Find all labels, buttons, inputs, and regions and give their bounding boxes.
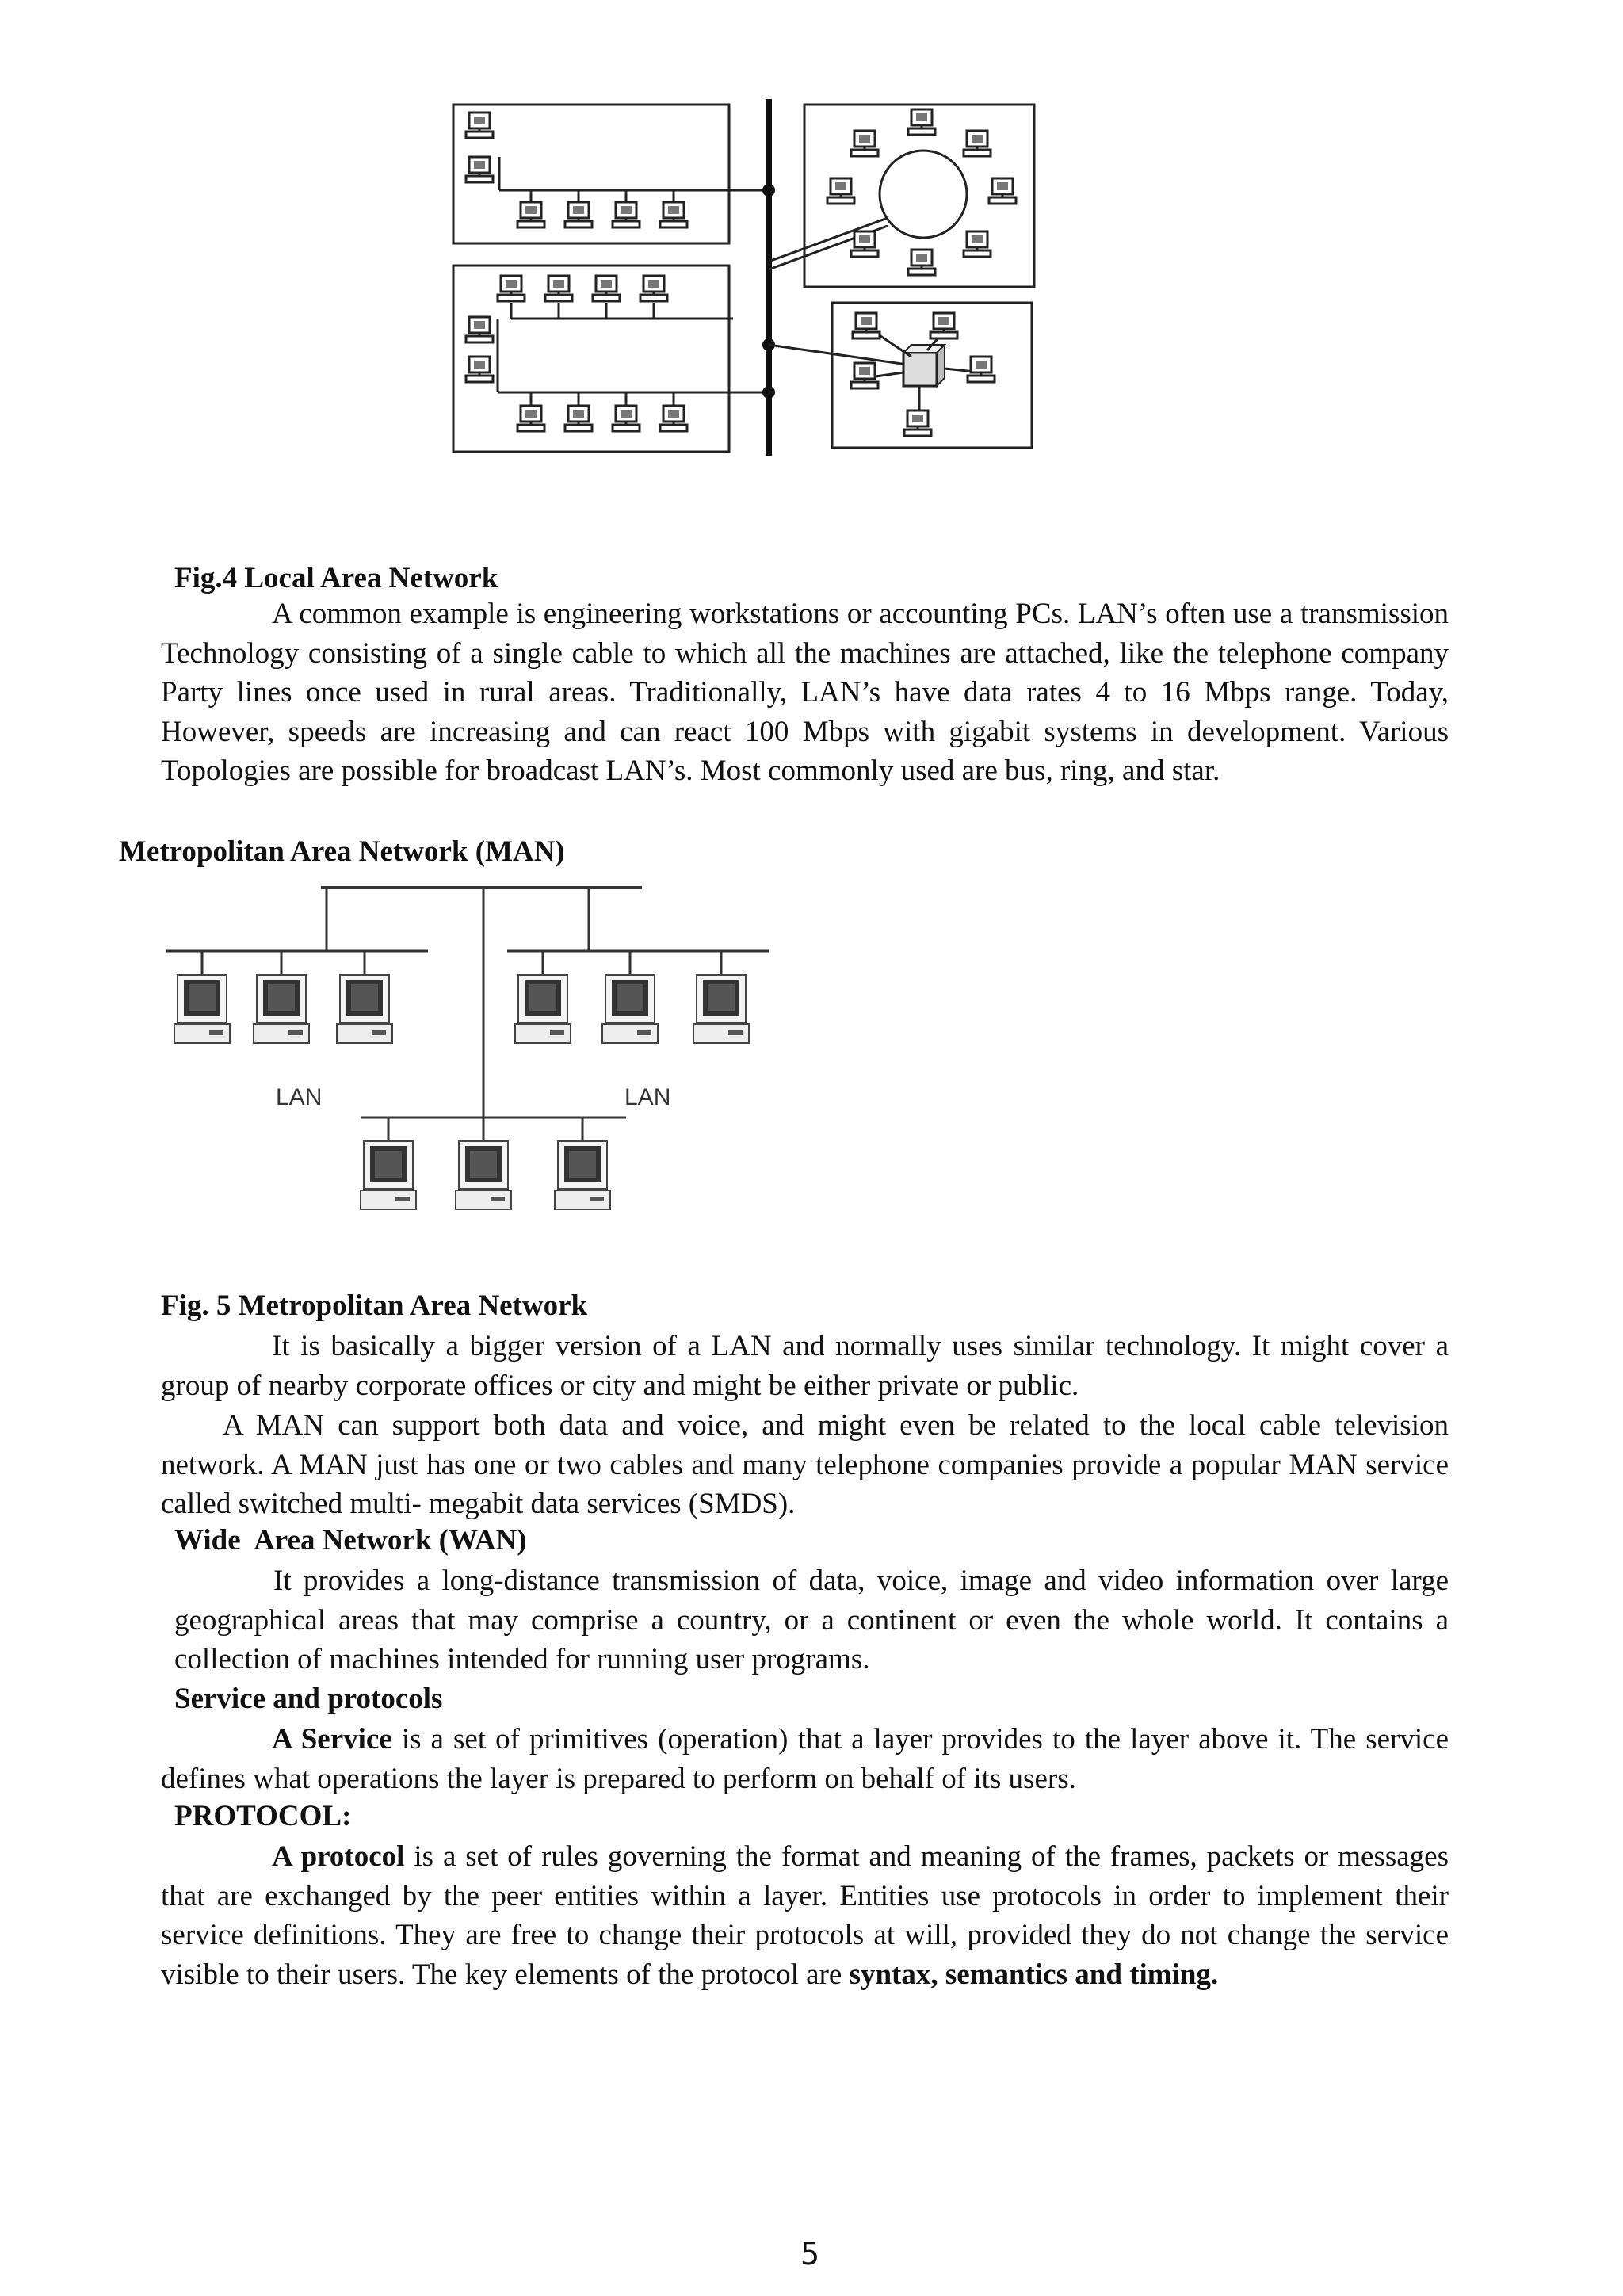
- workstation-icon: [827, 178, 854, 204]
- workstation-icon: [930, 313, 957, 338]
- computer-icon: [254, 975, 309, 1043]
- lan-label-right: LAN: [624, 1084, 671, 1110]
- lan-diagram: [444, 95, 1046, 460]
- workstation-icon: [908, 109, 935, 135]
- protocol-key-elements: syntax, semantics and timing.: [849, 1958, 1219, 1991]
- service-definition: is a set of primitives (operation) that a layer provides to the layer above it. The service defines what operations the layer is prepared to perform on behalf of its users.: [161, 1723, 1449, 1795]
- man-paragraph-1: It is basically a bigger version of a LAN and normally uses similar technology. It might cover a group of nearby corporate offices or city and might be either private or public.: [161, 1330, 1449, 1402]
- figure-5-caption: Fig. 5 Metropolitan Area Network: [161, 1289, 588, 1322]
- workstation-icon: [613, 406, 640, 431]
- workstation-icon: [593, 276, 620, 301]
- protocol-term: A protocol: [272, 1840, 405, 1873]
- lan-paragraph: A common example is engineering workstations or accounting PCs. LAN’s often use a transmission Technology consisting of a single cable to which all the machines are attached, like the telephone company Party lines once used in rural areas. Traditionally, LAN’s have data rates 4 to 16 Mbps range. Today, However, speeds are increasing and can react 100 Mbps with gigabit systems in development. Various Topologies are possible for broadcast LAN’s. Most commonly used are bus, ring, and star.: [161, 598, 1449, 787]
- protocol-definition: is a set of rules governing the format and meaning of the frames, packets or messages that are exchanged by the peer entities within a layer. Entities use protocols in order to implement their service definitions. They are free to change their protocols at will, provided they do not change the service visible to their users. The key elements of the protocol are: [161, 1840, 1449, 1991]
- service-paragraph: [161, 1720, 1449, 1798]
- wan-paragraph: It provides a long-distance transmission of data, voice, image and video information over large geographical areas that may comprise a country, or a continent or even the whole world. It contains a collection of machines intended for running user programs.: [174, 1564, 1449, 1675]
- workstation-icon: [904, 411, 931, 436]
- protocol-heading: PROTOCOL:: [174, 1800, 352, 1832]
- service-heading: Service and protocols: [174, 1683, 443, 1715]
- workstation-icon: [545, 276, 572, 301]
- computer-icon: [515, 975, 571, 1043]
- man-diagram: [158, 880, 792, 1236]
- workstation-icon: [517, 406, 544, 431]
- computer-icon: [693, 975, 749, 1043]
- wan-heading: Wide Area Network (WAN): [174, 1524, 527, 1557]
- workstation-icon: [565, 406, 592, 431]
- workstation-icon: [660, 202, 687, 227]
- workstation-icon: [964, 231, 991, 257]
- computer-icon: [456, 1141, 511, 1209]
- workstation-icon: [851, 131, 878, 156]
- workstation-icon: [613, 202, 640, 227]
- computer-icon: [174, 975, 230, 1043]
- workstation-icon: [964, 131, 991, 156]
- workstation-icon: [466, 357, 493, 382]
- workstation-icon: [908, 250, 935, 275]
- workstation-icon: [517, 202, 544, 227]
- workstation-icon: [466, 157, 493, 182]
- computer-icon: [361, 1141, 416, 1209]
- computer-icon: [337, 975, 392, 1043]
- workstation-icon: [640, 276, 667, 301]
- workstation-icon: [989, 178, 1016, 204]
- workstation-icon: [498, 276, 525, 301]
- man-heading: Metropolitan Area Network (MAN): [119, 835, 565, 868]
- workstation-icon: [565, 202, 592, 227]
- protocol-paragraph: [161, 1837, 1449, 1994]
- workstation-icon: [853, 313, 880, 338]
- service-term: A Service: [272, 1723, 392, 1755]
- workstation-icon: [466, 113, 493, 138]
- page-number: 5: [800, 2237, 820, 2271]
- workstation-icon: [466, 317, 493, 342]
- computer-icon: [555, 1141, 610, 1209]
- man-paragraph-2: A MAN can support both data and voice, and might even be related to the local cable television network. A MAN just has one or two cables and many telephone companies provide a popular MAN service called switched multi- megabit data services (SMDS).: [161, 1409, 1449, 1520]
- workstation-icon: [968, 357, 995, 382]
- workstation-icon: [660, 406, 687, 431]
- lan-label-left: LAN: [276, 1084, 323, 1110]
- workstation-icon: [851, 231, 878, 257]
- computer-icon: [602, 975, 658, 1043]
- figure-4-caption: Fig.4 Local Area Network: [174, 562, 498, 594]
- workstation-icon: [851, 363, 878, 388]
